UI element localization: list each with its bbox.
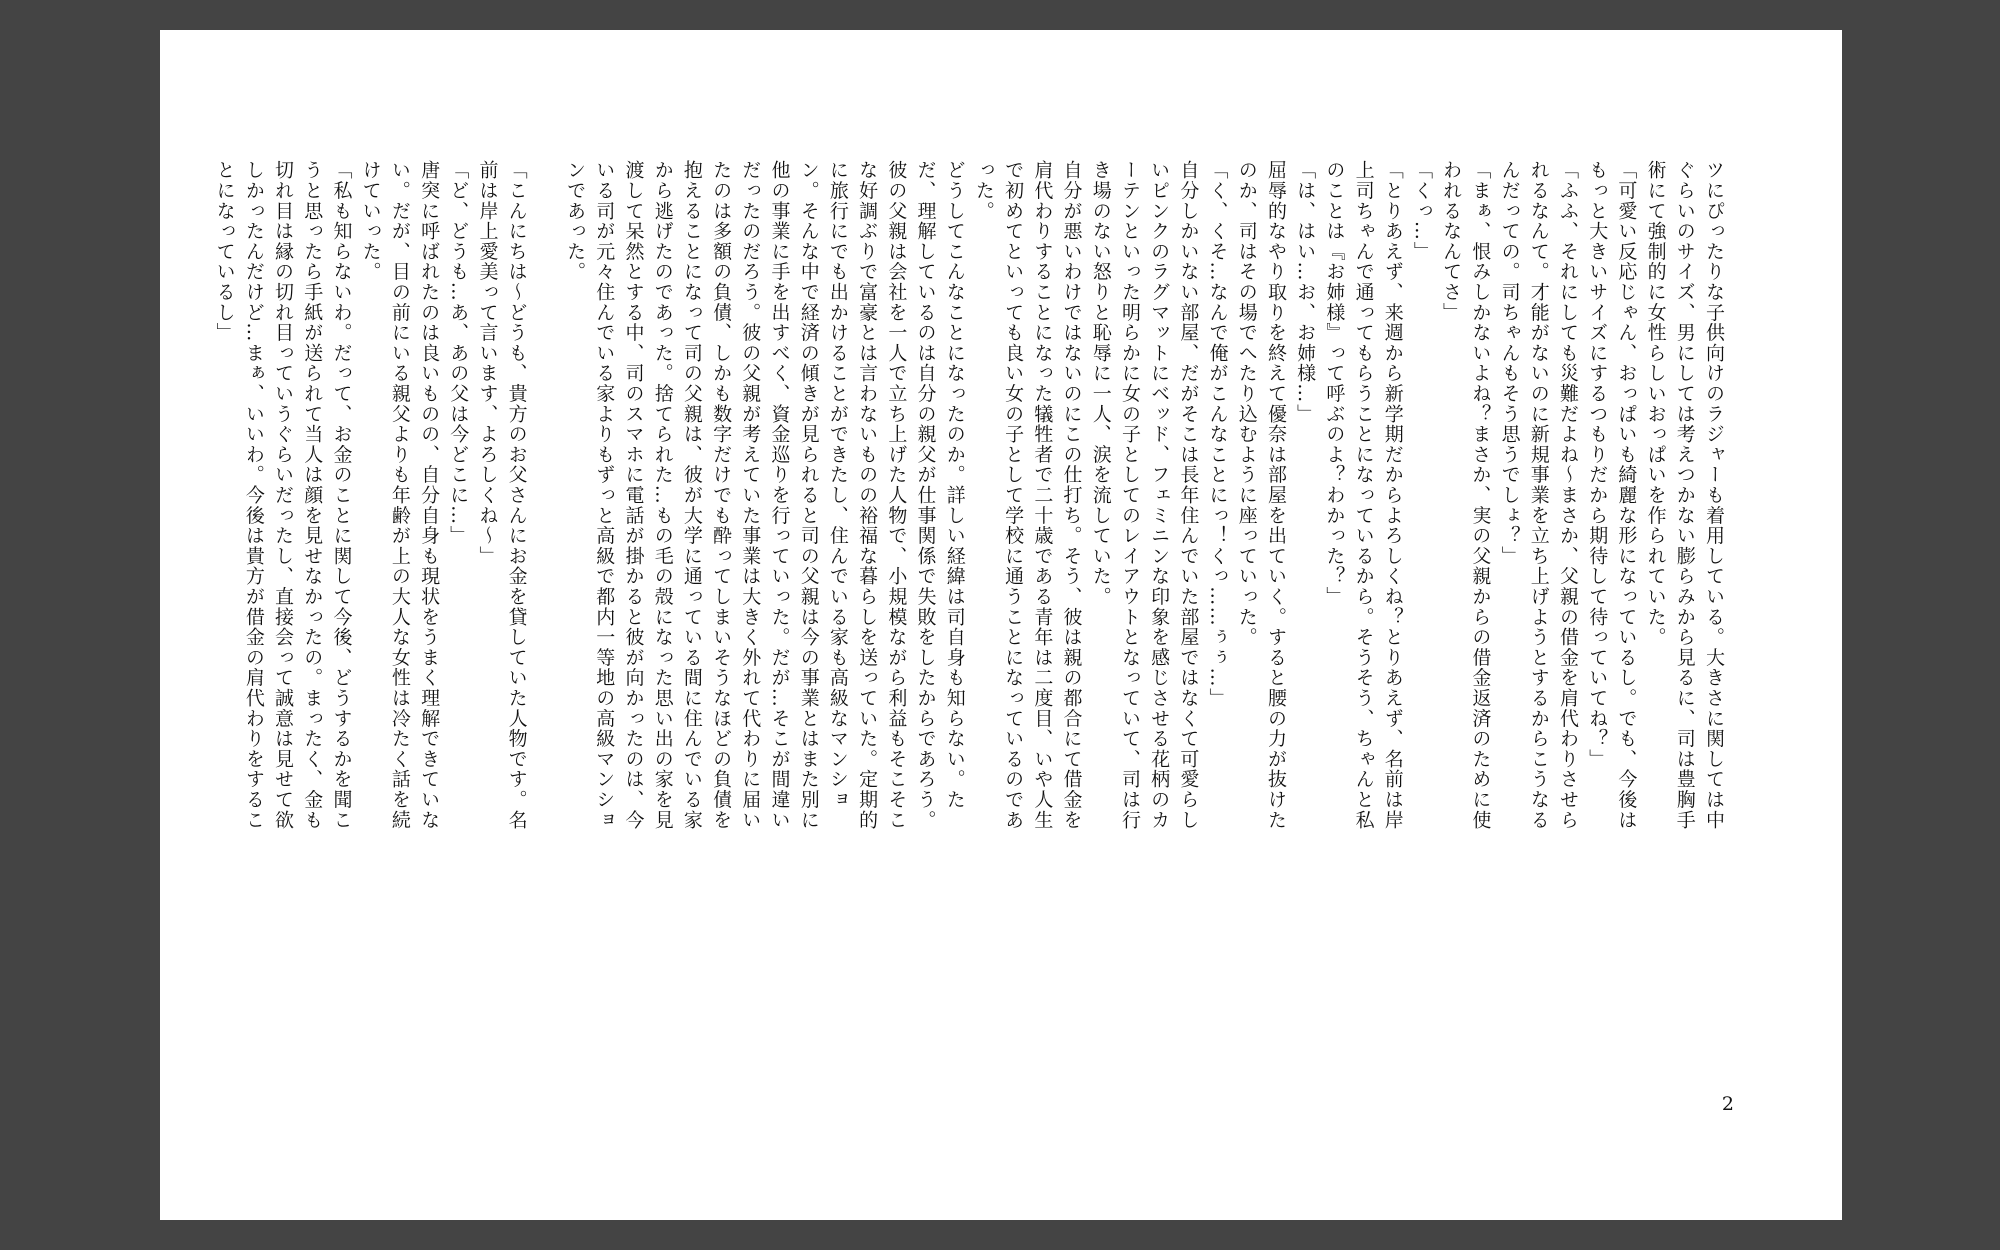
paragraph: 自分が悪いわけではないのにこの仕打ち。そう、彼は親の都合にて借金を肩代わりすることになった犠牲者で二十歳である青年は二度目、いや人生で初めてといっても良い女の子として学校に通うことになっているのであった。 (972, 160, 1083, 830)
paragraph: 「こんにちは～どうも、貴方のお父さんにお金を貸していた人物です。名前は岸上愛美って言います、よろしくね～」 (476, 160, 528, 830)
paragraph: どうしてこんなことになったのか。詳しい経緯は司自身も知らない。ただ、理解しているのは自分の親父が仕事関係で失敗をしたからであろう。彼の父親は会社を一人で立ち上げた人物で、小規模ながら利益もそこそこな好調ぶりで富豪とは言わないものの裕福な暮らしを送っていた。定期的に旅行にでも出かけることができたし、住んでいる家も高級なマンション。そんな中で経済の傾きが見られると司の父親は今の事業とはまた別に他の事業に手を出すべく、資金巡りを行っていった。だが…そこが間違いだったのだろう。彼の父親が考えていた事業は大きく外れて代わりに届いたのは多額の負債、しかも数字だけでも酔ってしまいそうなほどの負債を抱えることになって司の父親は、彼が大学に通っている間に住んでいる家から逃げたのであった。捨てられた…もの毛の殻になった思い出の家を見渡して呆然とする中、司のスマホに電話が掛かると彼が向かったのは、今いる司が元々住んでいる家よりもずっと高級で都内一等地の高級マンションであった。 (564, 160, 966, 830)
paragraph: 「とりあえず、来週から新学期だからよろしくね？とりあえず、名前は岸上司ちゃんで通ってもらうことになっているから。そうそう、ちゃんと私のことは『お姉様』って呼ぶのよ？わかった？」 (1323, 160, 1404, 830)
paragraph: 「可愛い反応じゃん、おっぱいも綺麗な形になっているし。でも、今後はもっと大きいサイズにするつもりだから期待して待っていてね？」 (1586, 160, 1638, 830)
paragraph: 「く、くそ…なんで俺がこんなことにっ！くっ……ぅぅ…」 (1206, 160, 1229, 709)
paragraph: 「は、はい…お、お姉様…」 (1294, 160, 1317, 424)
paragraph: 「くっ…」 (1410, 160, 1433, 262)
blank-line (531, 160, 560, 840)
paragraph: 唐突に呼ばれたのは良いものの、自分自身も現状をうまく理解できていない。だが、目の前にいる親父よりも年齢が上の大人な女性は冷たく話を続けていった。 (359, 160, 441, 830)
paragraph: 「ふふ、それにしても災難だよね～まさか、父親の借金を肩代わりさせられるなんて。才能がないのに新規事業を立ち上げようとするからこうなるんだっての。司ちゃんもそう思うでしょ？」 (1498, 160, 1579, 830)
paragraph: 「ど、どうも…あ、あの父は今どこに…」 (447, 160, 470, 546)
page-number: 2 (1721, 1093, 1734, 1115)
paragraph: 屈辱的なやり取りを終えて優奈は部屋を出ていく。すると腰の力が抜けたのか、司はその場でへたり込むように座っていった。 (1235, 160, 1287, 830)
paragraph: 自分しかいない部屋、だがそこは長年住んでいた部屋ではなくて可愛らしいピンクのラグマットにベッド、フェミニンな印象を感じさせる花柄のカーテンといった明らかに女の子としてのレイアウトとなっていて、司は行き場のない怒りと恥辱に一人、涙を流していた。 (1089, 160, 1200, 830)
document-page (160, 30, 1842, 1220)
vertical-text-body (209, 160, 1728, 840)
paragraph: ツにぴったりな子供向けのラジャーも着用している。大きさに関しては中ぐらいのサイズ、男にしては考えつかない膨らみから見るに、司は豊胸手術にて強制的に女性らしいおっぱいを作られていた。 (1644, 160, 1725, 830)
paragraph: 「私も知らないわ。だって、お金のことに関して今後、どうするかを聞こうと思ったら手紙が送られて当人は顔を見せなかったの。まったく、金も切れ目は縁の切れ目っていうぐらいだったし、直接会って誠意は見せて欲しかったんだけど…まぁ、いいわ。今後は貴方が借金の肩代わりをすることになっているし」 (213, 160, 353, 830)
paragraph: 「まぁ、恨みしかないよね？まさか、実の父親からの借金返済のために使われるなんてさ」 (1440, 160, 1492, 830)
